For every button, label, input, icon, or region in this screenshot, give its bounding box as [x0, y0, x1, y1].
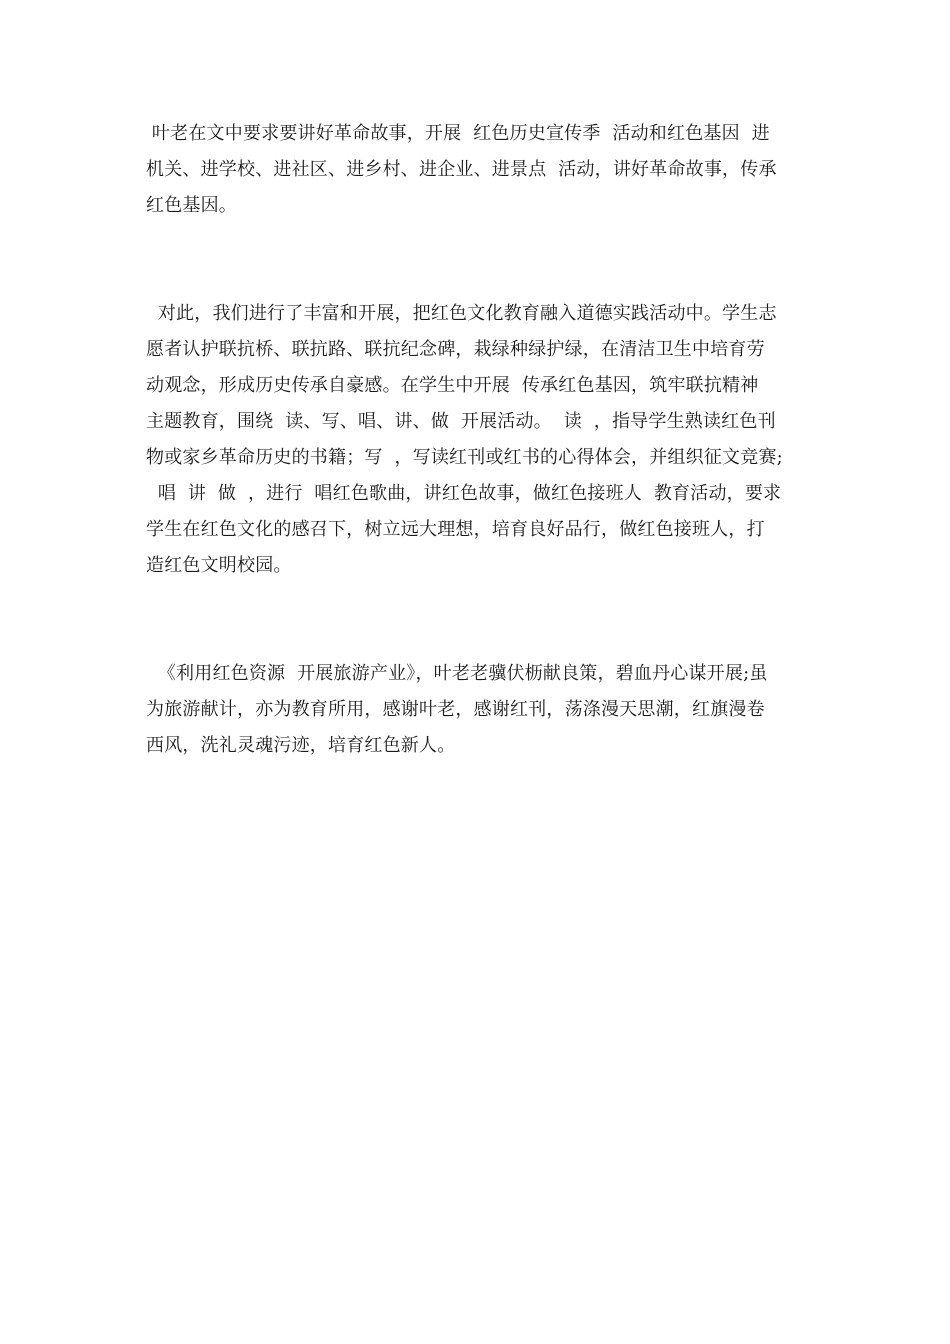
paragraph-line: 为旅游献计，亦为教育所用，感谢叶老，感谢红刊，荡涤漫天思潮，红旗漫卷	[146, 699, 765, 720]
paragraph-line: 唱 讲 做 ，进行 唱红色歌曲，讲红色故事，做红色接班人 教育活动，要求	[146, 483, 782, 504]
paragraph-line: 机关、进学校、进社区、进乡村、进企业、进景点 活动，讲好革命故事，传承	[146, 159, 777, 180]
paragraph-line: 《利用红色资源 开展旅游产业》，叶老老骥伏枥献良策，碧血丹心谋开展;虽	[146, 663, 768, 684]
paragraph-line: 学生在红色文化的感召下，树立远大理想，培育良好品行，做红色接班人，打	[146, 519, 765, 540]
paragraph-line: 造红色文明校园。	[146, 555, 292, 576]
paragraph-line: 愿者认护联抗桥、联抗路、联抗纪念碑，栽绿种绿护绿，在清洁卫生中培育劳	[146, 339, 765, 360]
paragraph-line: 物或家乡革命历史的书籍；写 ，写读红刊或红书的心得体会，并组织征文竞赛;	[146, 447, 783, 468]
paragraph-line: 主题教育，围绕 读、写、唱、讲、做 开展活动。 读 ，指导学生熟读红色刊	[146, 411, 776, 432]
paragraph-line: 西风，洗礼灵魂污迹，培育红色新人。	[146, 735, 456, 756]
paragraph-line: 叶老在文中要求要讲好革命故事，开展 红色历史宣传季 活动和红色基因 进	[146, 123, 770, 144]
paragraph-line: 对此，我们进行了丰富和开展，把红色文化教育融入道德实践活动中。学生志	[146, 303, 777, 324]
paragraph-line: 动观念，形成历史传承自豪感。在学生中开展 传承红色基因，筑牢联抗精神	[146, 375, 759, 396]
paragraph-line: 红色基因。	[146, 195, 237, 216]
